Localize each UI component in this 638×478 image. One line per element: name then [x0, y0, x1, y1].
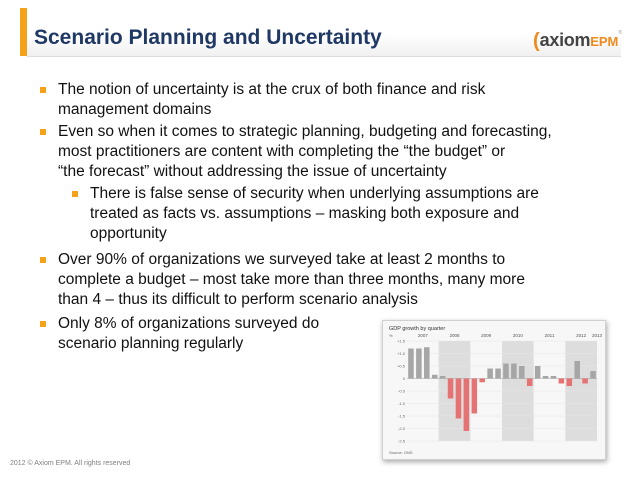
bullet-marker: [40, 87, 46, 93]
gdp-bar: [527, 379, 533, 387]
logo-trademark: ®: [618, 30, 623, 36]
gdp-bar: [551, 376, 557, 379]
bullet-line: treated as facts vs. assumptions – masking both exposure and: [90, 205, 520, 222]
x-tick-label: 2009: [481, 333, 492, 338]
bullet-line: Only 8% of organizations surveyed do: [58, 315, 320, 332]
bullet-marker: [40, 321, 46, 327]
y-axis-unit: %: [389, 333, 393, 338]
y-tick-label: -2.5: [398, 438, 405, 444]
slide-title: Scenario Planning and Uncertainty: [34, 26, 382, 49]
bullet-line: Over 90% of organizations we surveyed take at least 2 months to: [58, 251, 506, 268]
bullet-marker: [72, 191, 78, 197]
gdp-bar: [543, 376, 549, 379]
gdp-bar: [559, 379, 565, 384]
x-tick-label: 2012: [576, 333, 587, 338]
x-tick-label: 2007: [417, 333, 428, 338]
bullet-line: Even so when it comes to strategic planning, budgeting and forecasting,: [58, 123, 552, 140]
gdp-chart: [383, 321, 605, 459]
gdp-bar: [424, 347, 430, 378]
gdp-bar: [479, 379, 485, 383]
y-tick-label: +1.0: [397, 351, 405, 356]
logo-word-axiom: axiom: [539, 30, 591, 50]
gdp-bar: [456, 379, 462, 419]
bullet-line: management domains: [58, 101, 212, 118]
gdp-bar: [408, 349, 414, 379]
gdp-bar: [567, 379, 573, 387]
y-tick-label: 0: [402, 376, 405, 381]
y-tick-label: +0.5: [397, 363, 405, 369]
gdp-bar: [582, 379, 588, 384]
gdp-bar: [487, 369, 493, 379]
bullet-line: The notion of uncertainty is at the crux of both finance and risk: [58, 81, 486, 98]
y-tick-label: -1.0: [398, 401, 405, 406]
bullet-item: [58, 80, 485, 120]
gdp-bar: [519, 366, 525, 379]
bullet-marker: [40, 129, 46, 135]
gdp-bar: [448, 379, 454, 399]
bullet-line: opportunity: [90, 225, 167, 242]
chart-source: Source: ONS: [389, 450, 413, 455]
x-tick-label: 2008: [449, 333, 460, 338]
axiom-epm-logo: [533, 29, 622, 51]
y-tick-label: -0.5: [398, 388, 405, 394]
chart-title: GDP growth by quarter: [389, 326, 446, 332]
logo-glyph: (: [533, 30, 540, 52]
gdp-bar: [432, 375, 438, 379]
x-tick-label: 2010: [512, 333, 523, 338]
sub-bullet-item: [90, 184, 539, 244]
gdp-bar: [495, 369, 501, 379]
gdp-bar: [535, 366, 541, 379]
gdp-bar: [511, 364, 517, 379]
bullet-line: There is false sense of security when underlying assumptions are: [90, 185, 539, 202]
gdp-bar: [574, 361, 580, 379]
y-tick-label: -2.0: [398, 426, 405, 431]
bullet-item: [58, 250, 525, 310]
y-tick-label: -1.5: [398, 413, 405, 419]
bullet-line: than 4 – thus its difficult to perform scenario analysis: [58, 291, 418, 308]
bullet-item: [58, 314, 319, 354]
bullet-item: [58, 122, 552, 182]
title-accent-bar: [20, 8, 27, 56]
bullet-line: “the forecast” without addressing the issue of uncertainty: [58, 163, 447, 180]
gdp-bar: [440, 376, 446, 379]
bullet-line: complete a budget – most take more than three months, many more: [58, 271, 525, 288]
gdp-chart-image: [382, 320, 606, 460]
x-tick-label: 2013: [591, 333, 603, 338]
gdp-bar: [416, 349, 422, 379]
gdp-bar: [503, 364, 509, 379]
logo-word-epm: EPM: [590, 34, 619, 49]
copyright-footer: 2012 © Axiom EPM. All rights reserved: [10, 460, 131, 467]
gdp-bar: [590, 371, 596, 379]
gdp-bar: [472, 379, 478, 414]
bullet-marker: [40, 257, 46, 263]
x-tick-label: 2011: [544, 333, 555, 338]
gdp-bar: [464, 379, 470, 432]
bullet-line: most practitioners are content with completing the “the budget” or: [58, 143, 506, 160]
y-tick-label: +1.5: [397, 338, 405, 344]
bullet-line: scenario planning regularly: [58, 335, 244, 352]
